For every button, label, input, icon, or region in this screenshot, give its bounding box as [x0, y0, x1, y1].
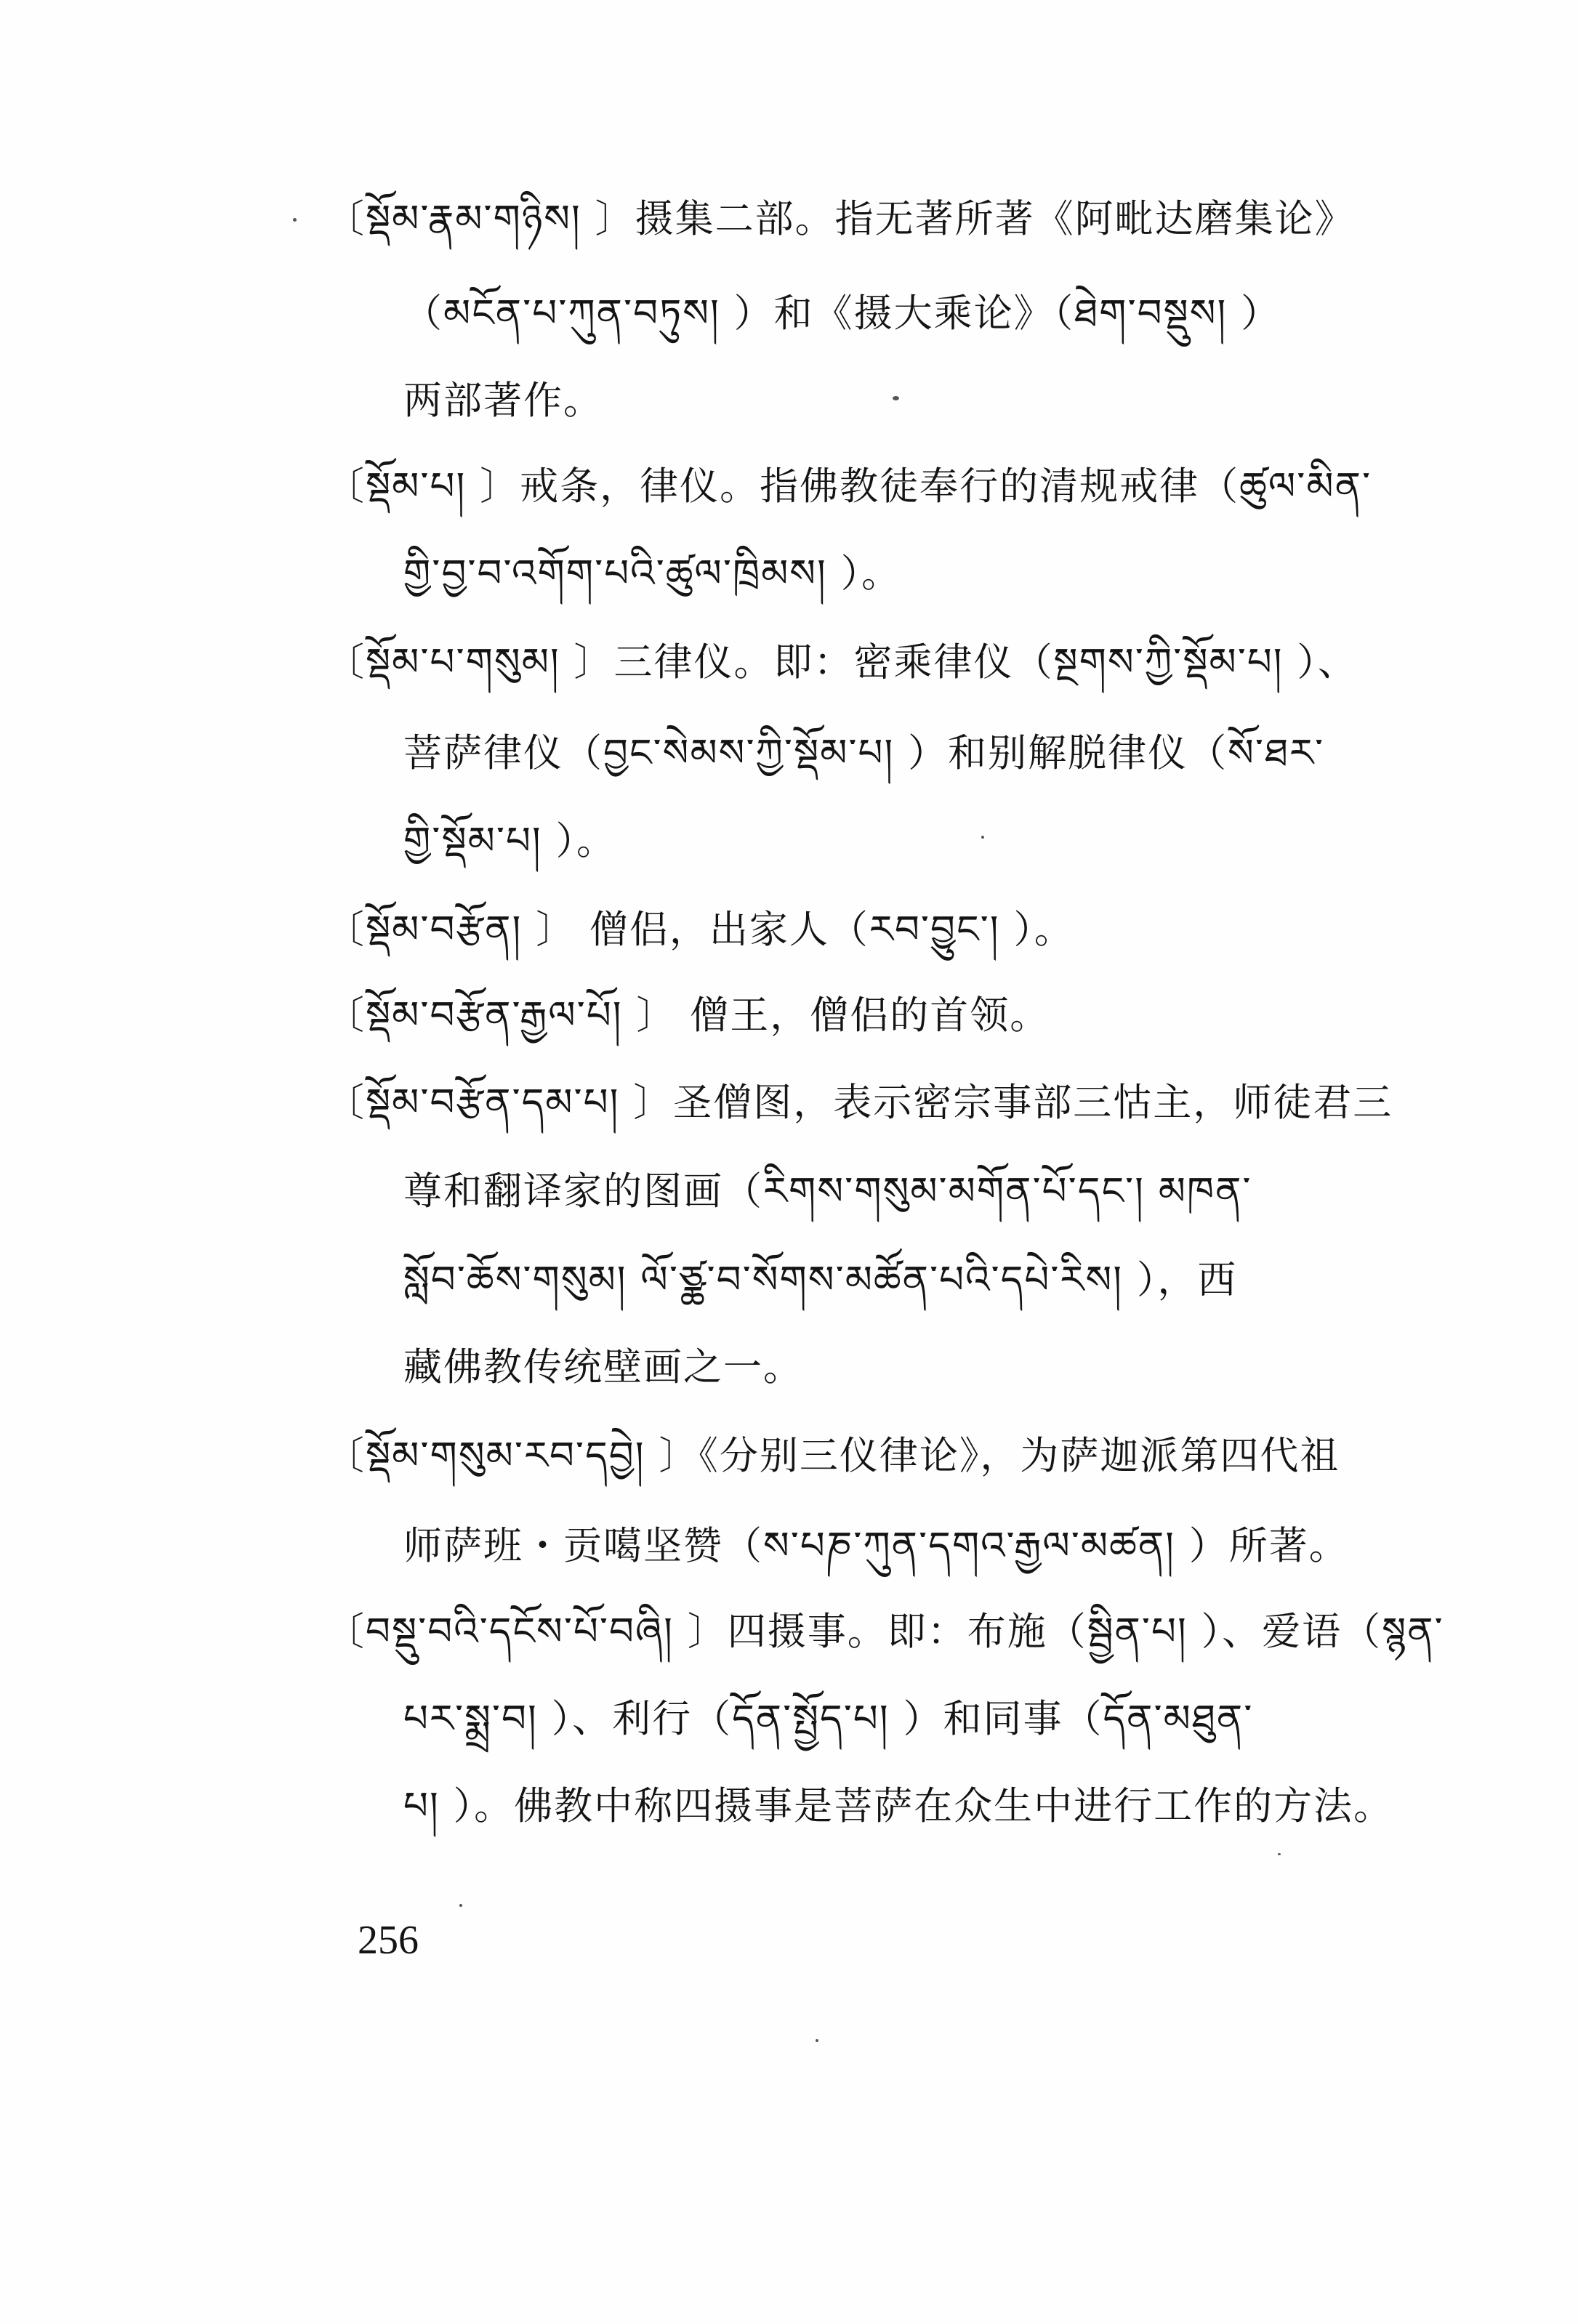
entry-6-line-4: 藏佛教传统壁画之一。 [403, 1345, 803, 1389]
scan-speck [459, 1904, 462, 1907]
entry-6-line-3: སློབ་ཆོས་གསུམ། ལོ་ཙྪ་བ་སོགས་མཚོན་པའི་དཔེ་རིས། ），西 [403, 1258, 1238, 1302]
entry-2-line-2: གྱི་བྱ་བ་འགོག་པའི་ཚུལ་ཁྲིམས། ）。 [403, 552, 902, 596]
entry-3-line-3: གྱི་སྡོམ་པ། ）。 [403, 819, 617, 863]
page-number: 256 [358, 1918, 419, 1963]
entry-2-line-1: 〔སྡོམ་པ། 〕戒条，律仪。指佛教徒奉行的清规戒律（ཚུལ་མིན་ [326, 464, 1372, 509]
scan-speck [816, 2039, 818, 2042]
entry-7-line-1: 〔སྡོམ་གསུམ་རབ་དབྱེ། 〕《分别三仪律论》，为萨迦派第四代祖 [326, 1434, 1340, 1478]
entry-8-line-1: 〔བསྡུ་བའི་དངོས་པོ་བཞི། 〕四摄事。即：布施（སྦྱིན་པ། ）、爱语（སྙན་ [326, 1610, 1444, 1654]
entry-3-line-1: 〔སྡོམ་པ་གསུམ། 〕三律仪。即：密乘律仪（སྔགས་ཀྱི་སྡོམ་པ། ）、 [326, 640, 1358, 685]
entry-7-line-2: 师萨班・贡噶坚赞（ས་པཎ་ཀུན་དགའ་རྒྱལ་མཚན། ）所著。 [403, 1524, 1349, 1568]
entry-1-line-3: 两部著作。 [403, 379, 603, 423]
scan-speck [1278, 1853, 1281, 1855]
entry-8-line-3: པ། ）。佛教中称四摄事是菩萨在众生中进行工作的方法。 [403, 1784, 1394, 1828]
entry-5-line-1: 〔སྡོམ་བརྩོན་རྒྱལ་པོ། 〕 僧王，僧侣的首领。 [326, 993, 1050, 1038]
scan-speck [893, 396, 899, 400]
scan-speck [293, 218, 297, 222]
entry-6-line-2: 尊和翻译家的图画（རིགས་གསུམ་མགོན་པོ་དང་། མཁན་ [403, 1169, 1252, 1214]
entry-1-line-2: （མངོན་པ་ཀུན་བཏུས། ）和《摄大乘论》（ཐེག་བསྡུས། ） [403, 291, 1281, 336]
entry-4-line-1: 〔སྡོམ་བརྩོན། 〕 僧侣，出家人（རབ་བྱུང་། ）。 [326, 908, 1074, 952]
entry-1-line-1: 〔སྡོམ་རྣམ་གཉིས། 〕摄集二部。指无著所著《阿毗达磨集论》 [326, 197, 1355, 241]
entry-6-line-1: 〔སྡོམ་བརྩོན་དམ་པ། 〕圣僧图，表示密宗事部三怙主，师徒君三 [326, 1081, 1393, 1125]
entry-3-line-2: 菩萨律仪（བྱང་སེམས་ཀྱི་སྡོམ་པ། ）和别解脱律仪（སོ་ཐར་ [403, 731, 1325, 775]
scan-speck [981, 836, 984, 839]
entry-8-line-2: པར་སྨྲ་བ། ）、利行（དོན་སྤྱོད་པ། ）和同事（དོན་མཐུན་ [403, 1697, 1254, 1741]
